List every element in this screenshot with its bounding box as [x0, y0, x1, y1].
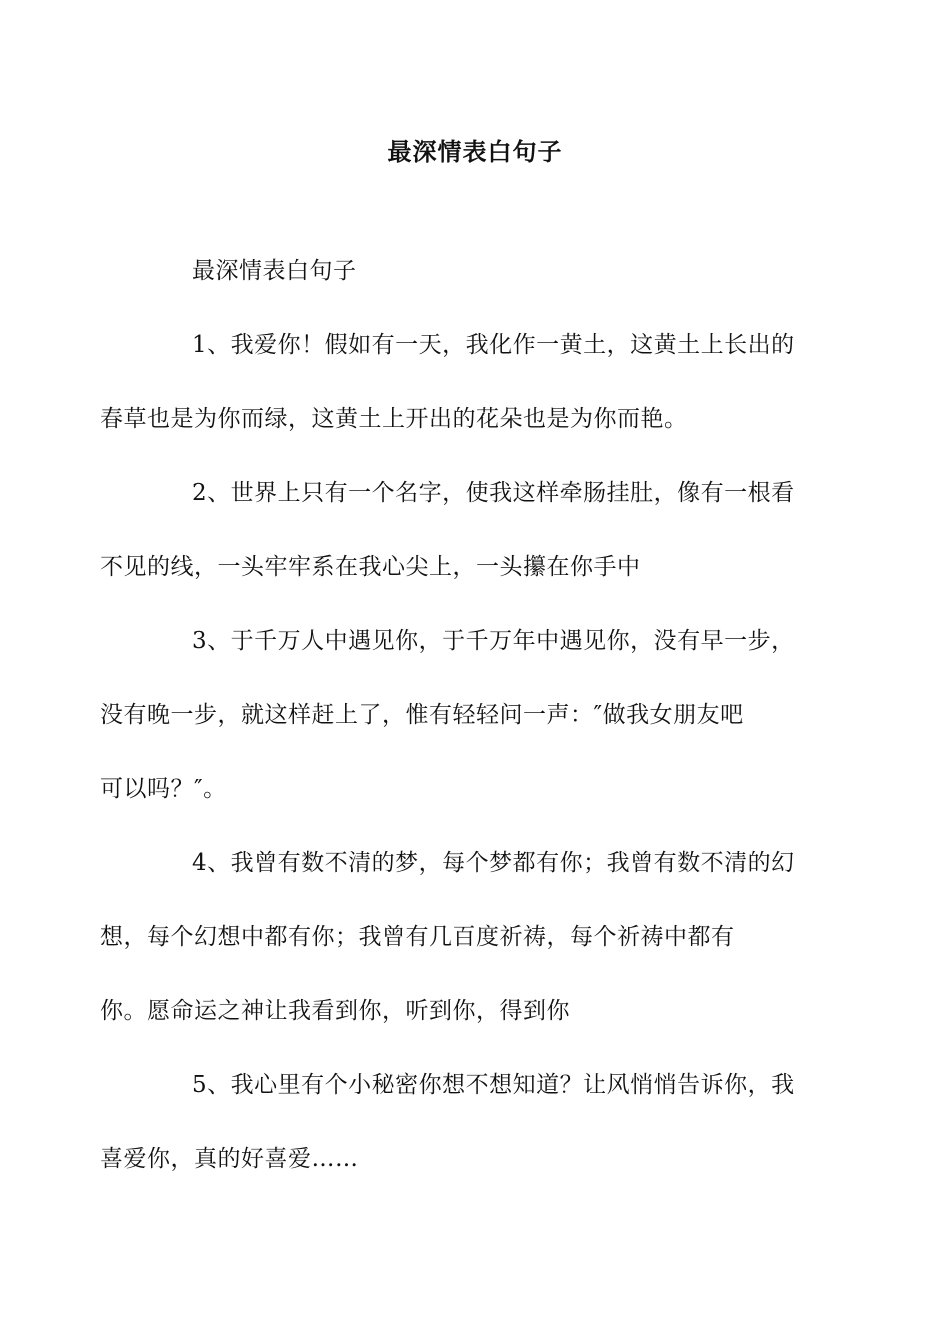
document-title: 最深情表白句子: [387, 137, 563, 166]
paragraph-line: 4、我曾有数不清的梦，每个梦都有你；我曾有数不清的幻: [192, 850, 795, 876]
paragraph-1: [100, 327, 810, 438]
paragraph-heading: [146, 253, 810, 290]
paragraph-2: [100, 475, 810, 586]
paragraph-line: 没有晚一步，就这样赶上了，惟有轻轻问一声：″做我女朋友吧: [100, 702, 744, 728]
paragraph-line: 可以吗？″。: [100, 776, 227, 802]
paragraph-line: 2、世界上只有一个名字，使我这样牵肠挂肚，像有一根看: [192, 480, 795, 506]
paragraph-line: 春草也是为你而绿，这黄土上开出的花朵也是为你而艳。: [100, 406, 688, 432]
paragraph-line: 不见的线，一头牢牢系在我心尖上，一头攥在你手中: [100, 554, 641, 580]
paragraph-line: 你。愿命运之神让我看到你，听到你，得到你: [100, 998, 570, 1024]
paragraph-line: 1、我爱你！假如有一天，我化作一黄土，这黄土上长出的: [192, 332, 795, 358]
paragraph-line: 最深情表白句子: [192, 258, 357, 284]
document-body: [100, 253, 810, 1215]
paragraph-line: 3、于千万人中遇见你，于千万年中遇见你，没有早一步，: [192, 628, 795, 654]
paragraph-3: [100, 623, 810, 808]
paragraph-4: [100, 845, 810, 1030]
paragraph-line: 想，每个幻想中都有你；我曾有几百度祈祷，每个祈祷中都有: [100, 924, 735, 950]
paragraph-line: 喜爱你，真的好喜爱……: [100, 1146, 359, 1172]
paragraph-line: 5、我心里有个小秘密你想不想知道？让风悄悄告诉你，我: [192, 1072, 795, 1098]
paragraph-5: [100, 1067, 810, 1178]
